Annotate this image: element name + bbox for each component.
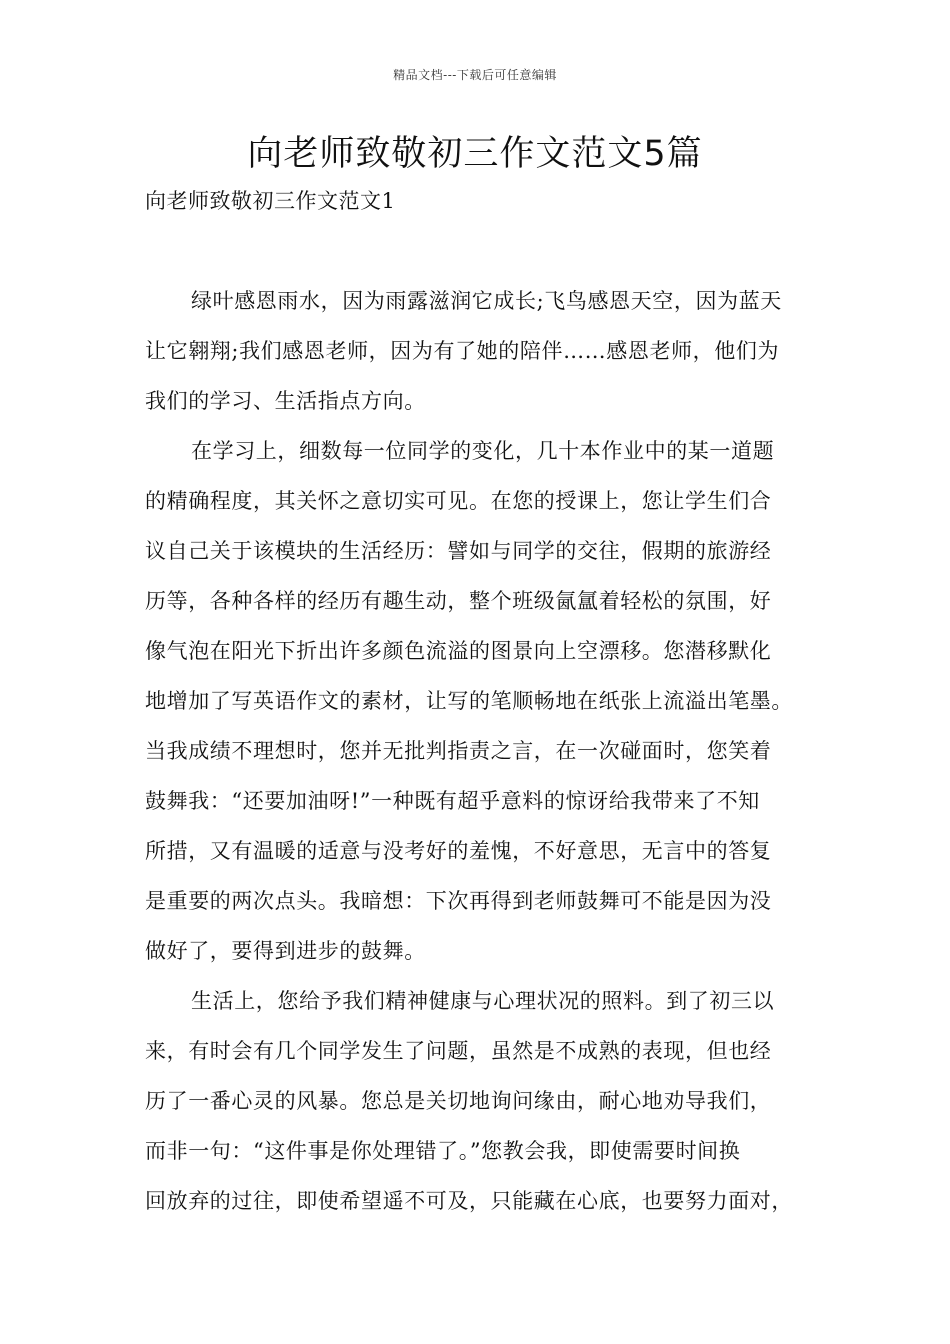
text-line: 像气泡在阳光下折出许多颜色流溢的图景向上空漂移。您潜移默化 (145, 639, 772, 663)
text-line: 在学习上，细数每一位同学的变化，几十本作业中的某一道题 (191, 439, 775, 463)
text-line: 议自己关于该模块的生活经历：譬如与同学的交往，假期的旅游经 (145, 539, 772, 563)
document-title: 向老师致敬初三作文范文5篇 (247, 134, 703, 174)
text-line: 的精确程度，其关怀之意切实可见。在您的授课上，您让学生们合 (145, 489, 772, 513)
text-line: 绿叶感恩雨水，因为雨露滋润它成长;飞鸟感恩天空，因为蓝天 (191, 289, 782, 313)
text-line: 历等，各种各样的经历有趣生动，整个班级氤氲着轻松的氛围，好 (145, 589, 772, 613)
text-line: 我们的学习、生活指点方向。 (145, 389, 426, 413)
text-line: 当我成绩不理想时，您并无批判指责之言，在一次碰面时，您笑着 (145, 739, 772, 763)
text-line: 鼓舞我：“还要加油呀!”一种既有超乎意料的惊讶给我带来了不知 (145, 789, 760, 813)
text-line: 而非一句：“这件事是你处理错了。”您教会我，即使需要时间换 (145, 1139, 741, 1163)
header-note: 精品文档---下载后可任意编辑 (393, 68, 557, 82)
document-body (145, 276, 825, 1226)
paragraph (145, 976, 825, 1226)
text-line: 做好了，要得到进步的鼓舞。 (145, 939, 426, 963)
text-line: 地增加了写英语作文的素材，让写的笔顺畅地在纸张上流溢出笔墨。 (145, 689, 793, 713)
paragraph (145, 276, 825, 426)
text-line: 让它翱翔;我们感恩老师，因为有了她的陪伴……感恩老师，他们为 (145, 339, 780, 363)
text-line: 回放弃的过往，即使希望遥不可及，只能藏在心底，也要努力面对， (145, 1189, 793, 1213)
text-line: 历了一番心灵的风暴。您总是关切地询问缘由，耐心地劝导我们， (145, 1089, 772, 1113)
text-line: 来，有时会有几个同学发生了问题，虽然是不成熟的表现，但也经 (145, 1039, 772, 1063)
text-line: 所措，又有温暖的适意与没考好的羞愧，不好意思，无言中的答复 (145, 839, 772, 863)
text-line: 生活上，您给予我们精神健康与心理状况的照料。到了初三以 (191, 989, 775, 1013)
paragraph (145, 426, 825, 976)
text-line: 是重要的两次点头。我暗想：下次再得到老师鼓舞可不能是因为没 (145, 889, 772, 913)
section-subtitle: 向老师致敬初三作文范文1 (145, 189, 396, 213)
